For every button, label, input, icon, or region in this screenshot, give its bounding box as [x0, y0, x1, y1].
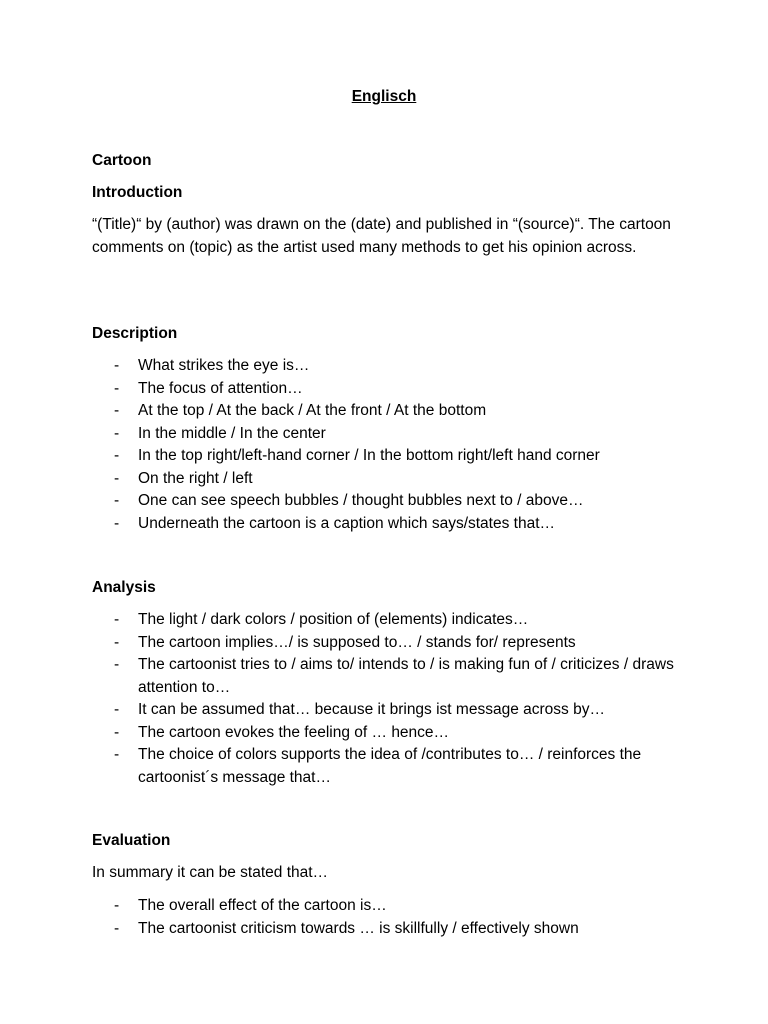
list-item-text: In the top right/left-hand corner / In the bottom right/left hand corner: [138, 447, 600, 464]
list-item-text: It can be assumed that… because it brings ist message across by…: [138, 701, 605, 718]
list-item-text: The cartoonist criticism towards … is skillfully / effectively shown: [138, 919, 579, 937]
list-item-text: One can see speech bubbles / thought bubbles next to / above…: [138, 492, 584, 509]
bullet-dash: -: [114, 897, 120, 914]
bullet-dash: -: [114, 469, 120, 487]
evaluation-text: In summary it can be stated that…: [92, 864, 329, 881]
bullet-dash: -: [114, 424, 120, 442]
list-item-text: The cartoonist tries to / aims to/ intends to / is making fun of / criticizes / draws attention to…: [138, 656, 674, 696]
list-item: [92, 918, 682, 941]
bullet-dash: -: [114, 492, 120, 509]
list-item: [92, 895, 682, 918]
list-item: [92, 468, 682, 491]
bullet-dash: -: [114, 919, 120, 937]
list-item: [92, 355, 682, 378]
list-item-text: In the middle / In the center: [138, 424, 326, 442]
bullet-dash: -: [114, 701, 120, 718]
bullet-dash: -: [114, 402, 120, 419]
list-item: [92, 609, 682, 632]
list-item: [92, 513, 682, 536]
list-item-text: The cartoon implies…/ is supposed to… / stands for/ represents: [138, 633, 576, 651]
list-item-text: The cartoon evokes the feeling of … hence…: [138, 723, 450, 741]
subject-heading: Cartoon: [92, 152, 152, 169]
bullet-dash: -: [114, 514, 120, 532]
bullet-dash: -: [114, 656, 120, 673]
bullet-dash: -: [114, 746, 120, 763]
list-item: [92, 378, 682, 401]
introduction-text: “(Title)“ by (author) was drawn on the (date) and published in “(source)“. The cartoon comments on (topic) as the artist used many methods to get his opinion across.: [92, 216, 671, 256]
bullet-dash: -: [114, 611, 120, 628]
bullet-dash: -: [114, 723, 120, 741]
list-item: [92, 722, 682, 745]
list-item-text: The light / dark colors / position of (elements) indicates…: [138, 611, 529, 628]
description-list: [92, 355, 682, 535]
list-item: [92, 744, 682, 789]
list-item-text: The choice of colors supports the idea of /contributes to… / reinforces the cartoonist´s message that…: [138, 746, 642, 786]
bullet-dash: -: [114, 379, 120, 397]
document-title: Englisch: [351, 88, 417, 105]
bullet-dash: -: [114, 633, 120, 651]
list-item-text: Underneath the cartoon is a caption which says/states that…: [138, 514, 556, 532]
description-heading: Description: [92, 325, 178, 342]
analysis-heading: Analysis: [92, 579, 156, 596]
evaluation-list: [92, 895, 682, 940]
list-item: [92, 699, 682, 722]
bullet-dash: -: [114, 357, 120, 374]
list-item: [92, 654, 682, 699]
list-item: [92, 400, 682, 423]
list-item: [92, 445, 682, 468]
list-item-text: The overall effect of the cartoon is…: [138, 897, 387, 914]
list-item-text: What strikes the eye is…: [138, 357, 310, 374]
list-item: [92, 423, 682, 446]
list-item-text: On the right / left: [138, 469, 253, 487]
analysis-list: [92, 609, 682, 789]
bullet-dash: -: [114, 447, 120, 464]
evaluation-heading: Evaluation: [92, 832, 171, 849]
list-item: [92, 632, 682, 655]
introduction-heading: Introduction: [92, 184, 183, 201]
list-item-text: The focus of attention…: [138, 379, 303, 397]
list-item: [92, 490, 682, 513]
list-item-text: At the top / At the back / At the front / At the bottom: [138, 402, 487, 419]
